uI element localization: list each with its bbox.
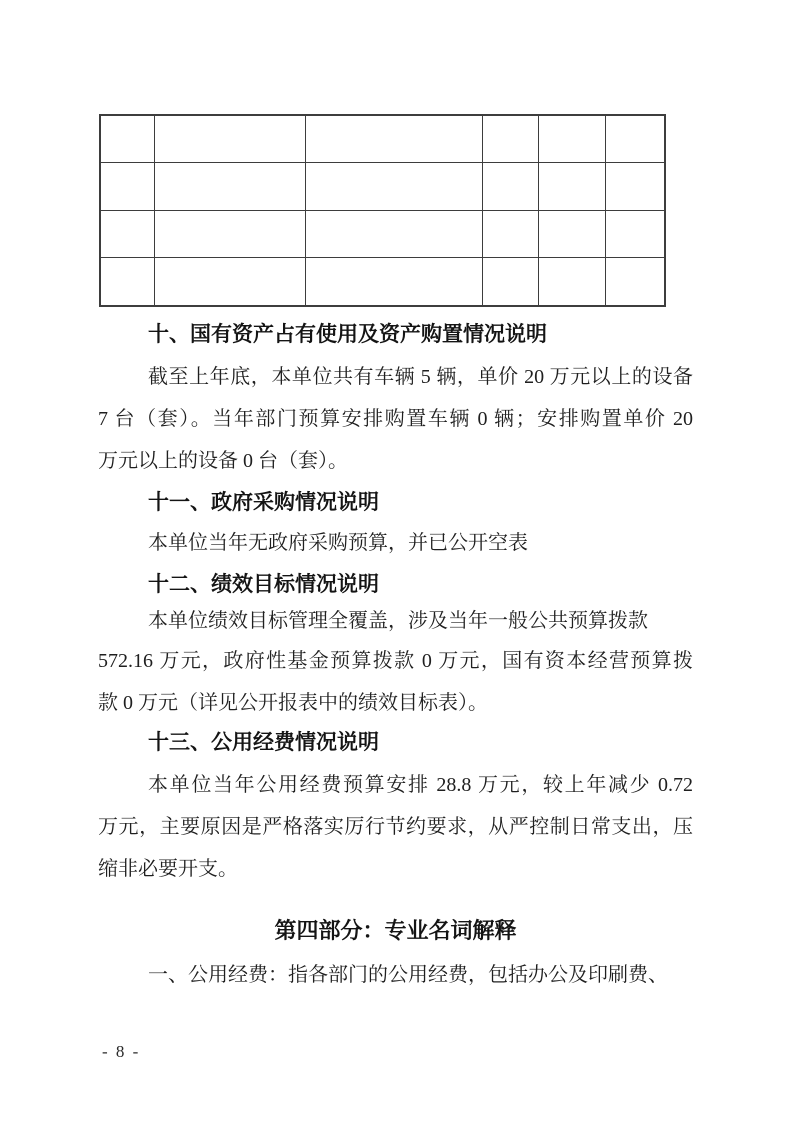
table-cell	[101, 258, 155, 305]
page-number: - 8 -	[102, 1042, 141, 1061]
table-cell	[155, 211, 306, 258]
table-cell	[483, 211, 539, 258]
paragraph-line: 7 台（套）。当年部门预算安排购置车辆 0 辆；安排购置单价 20	[98, 408, 693, 430]
table-cell	[606, 211, 664, 258]
table-cell	[155, 258, 306, 305]
table-cell	[539, 116, 606, 163]
table-cell	[606, 258, 664, 305]
table-cell	[539, 163, 606, 210]
paragraph-line: 缩非必要开支。	[98, 858, 238, 880]
table-cell	[483, 163, 539, 210]
paragraph-line: 本单位当年无政府采购预算，并已公开空表	[148, 532, 528, 554]
paragraph-line: 本单位绩效目标管理全覆盖，涉及当年一般公共预算拨款	[148, 610, 648, 632]
table-cell	[155, 163, 306, 210]
table-cell	[101, 211, 155, 258]
table-cell	[483, 116, 539, 163]
table-cell	[101, 116, 155, 163]
table-cell	[306, 211, 483, 258]
table-cell	[539, 258, 606, 305]
paragraph-line: 万元，主要原因是严格落实厉行节约要求，从严控制日常支出，压	[98, 816, 693, 838]
table-cell	[539, 211, 606, 258]
table-cell	[306, 116, 483, 163]
empty-data-table	[99, 114, 666, 307]
table-cell	[306, 258, 483, 305]
table-cell	[155, 116, 306, 163]
paragraph-line: 572.16 万元，政府性基金预算拨款 0 万元，国有资本经营预算拨	[98, 650, 693, 672]
part4-heading: 第四部分：专业名词解释	[274, 918, 517, 943]
paragraph-line: 款 0 万元（详见公开报表中的绩效目标表）。	[98, 692, 488, 714]
paragraph-line: 截至上年底，本单位共有车辆 5 辆，单价 20 万元以上的设备	[148, 366, 693, 388]
table-cell	[606, 163, 664, 210]
section-12-heading: 十二、绩效目标情况说明	[148, 573, 379, 596]
paragraph-line: 本单位当年公用经费预算安排 28.8 万元，较上年减少 0.72	[148, 774, 693, 796]
table-cell	[606, 116, 664, 163]
table-cell	[483, 258, 539, 305]
section-10-heading: 十、国有资产占有使用及资产购置情况说明	[148, 323, 547, 346]
table-cell	[306, 163, 483, 210]
paragraph-line: 一、公用经费：指各部门的公用经费，包括办公及印刷费、	[148, 964, 668, 986]
section-13-heading: 十三、公用经费情况说明	[148, 731, 379, 754]
section-11-heading: 十一、政府采购情况说明	[148, 491, 379, 514]
paragraph-line: 万元以上的设备 0 台（套）。	[98, 450, 348, 472]
table-cell	[101, 163, 155, 210]
